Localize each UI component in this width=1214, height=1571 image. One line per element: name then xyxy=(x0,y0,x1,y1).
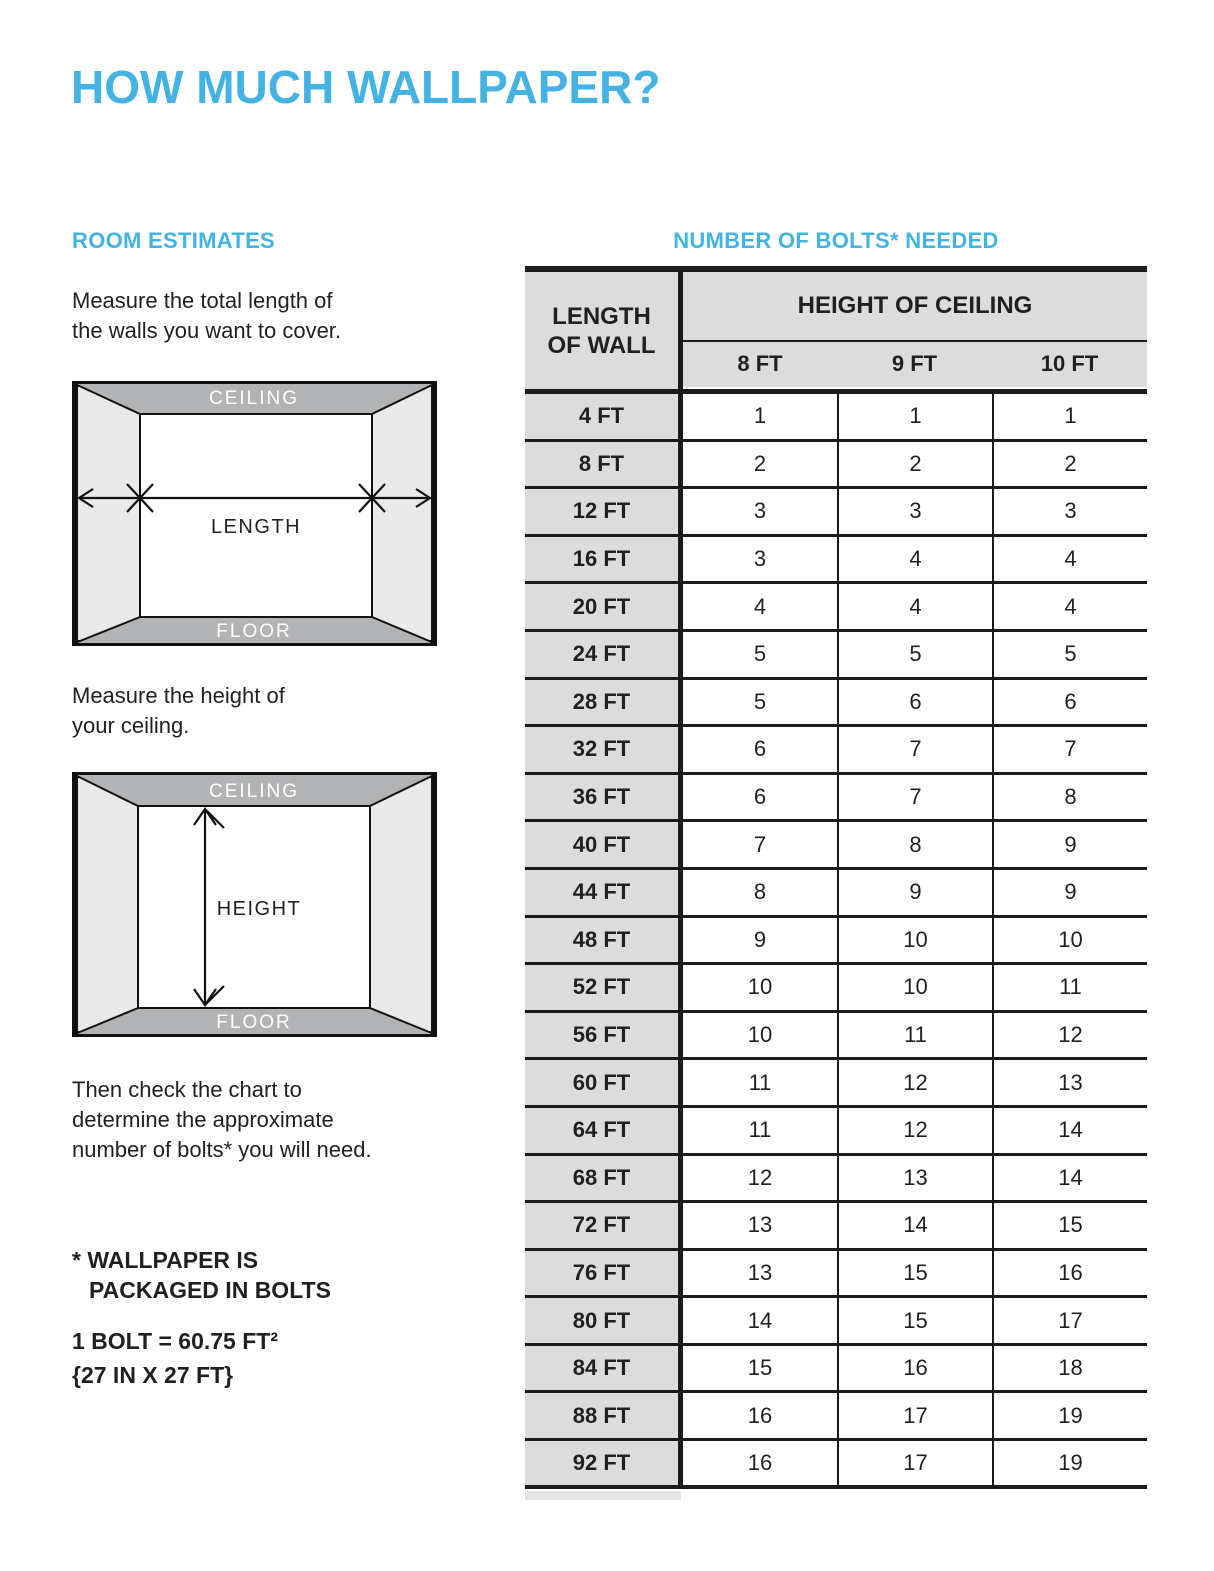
cell-8ft: 7 xyxy=(683,822,837,867)
cell-9ft: 9 xyxy=(837,870,992,915)
cell-10ft: 14 xyxy=(992,1156,1147,1201)
cell-10ft: 17 xyxy=(992,1298,1147,1343)
ceiling-subheaders xyxy=(683,342,1147,387)
row-label: 28 FT xyxy=(525,680,683,725)
cell-9ft: 14 xyxy=(837,1203,992,1248)
cell-9ft: 15 xyxy=(837,1298,992,1343)
row-label: 12 FT xyxy=(525,489,683,534)
table-row xyxy=(525,1441,1147,1489)
table-row xyxy=(525,727,1147,775)
table-row xyxy=(525,1251,1147,1299)
row-label: 40 FT xyxy=(525,822,683,867)
cell-10ft: 4 xyxy=(992,584,1147,629)
row-label: 76 FT xyxy=(525,1251,683,1296)
text-line: Measure the total length of xyxy=(72,288,333,313)
cell-10ft: 18 xyxy=(992,1346,1147,1391)
table-row xyxy=(525,1013,1147,1061)
cell-9ft: 7 xyxy=(837,727,992,772)
cell-10ft: 12 xyxy=(992,1013,1147,1058)
footnote-line: PACKAGED IN BOLTS xyxy=(89,1277,331,1303)
length-of-wall-header xyxy=(525,272,683,389)
room-estimates-heading: ROOM ESTIMATES xyxy=(72,228,276,253)
cell-8ft: 5 xyxy=(683,632,837,677)
cell-8ft: 11 xyxy=(683,1060,837,1105)
row-label: 8 FT xyxy=(525,442,683,487)
cell-9ft: 2 xyxy=(837,442,992,487)
table-row xyxy=(525,537,1147,585)
table-bottom-stub xyxy=(525,1491,681,1500)
cell-8ft: 3 xyxy=(683,537,837,582)
ceiling-label: CEILING xyxy=(208,388,300,409)
row-label: 4 FT xyxy=(525,394,683,439)
table-row xyxy=(525,1393,1147,1441)
footnote-line: * WALLPAPER IS xyxy=(72,1247,259,1273)
table-row xyxy=(525,918,1147,966)
table-row xyxy=(525,584,1147,632)
cell-8ft: 15 xyxy=(683,1346,837,1391)
text-line: Measure the height of xyxy=(72,683,285,708)
cell-8ft: 12 xyxy=(683,1156,837,1201)
table-row xyxy=(525,1108,1147,1156)
cell-9ft: 11 xyxy=(837,1013,992,1058)
cell-9ft: 10 xyxy=(837,918,992,963)
row-label: 16 FT xyxy=(525,537,683,582)
cell-9ft: 10 xyxy=(837,965,992,1010)
table-row xyxy=(525,965,1147,1013)
cell-9ft: 15 xyxy=(837,1251,992,1296)
row-label: 92 FT xyxy=(525,1441,683,1485)
ceiling-label: CEILING xyxy=(208,781,300,802)
table-row xyxy=(525,1060,1147,1108)
cell-9ft: 5 xyxy=(837,632,992,677)
col-header-9ft: 9 FT xyxy=(891,351,938,377)
bolts-table xyxy=(525,266,1147,1489)
room-height-diagram xyxy=(72,772,437,1037)
cell-10ft: 9 xyxy=(992,870,1147,915)
text-line: Then check the chart to xyxy=(72,1077,302,1102)
cell-8ft: 3 xyxy=(683,489,837,534)
cell-10ft: 5 xyxy=(992,632,1147,677)
cell-9ft: 12 xyxy=(837,1108,992,1153)
bolts-needed-heading: NUMBER OF BOLTS* NEEDED xyxy=(673,228,999,253)
cell-9ft: 13 xyxy=(837,1156,992,1201)
table-row xyxy=(525,870,1147,918)
cell-9ft: 4 xyxy=(837,584,992,629)
cell-10ft: 11 xyxy=(992,965,1147,1010)
cell-10ft: 13 xyxy=(992,1060,1147,1105)
wallpaper-bolts-footnote xyxy=(72,1245,331,1305)
cell-9ft: 4 xyxy=(837,537,992,582)
header-line: OF WALL xyxy=(547,331,656,359)
cell-10ft: 15 xyxy=(992,1203,1147,1248)
row-label: 88 FT xyxy=(525,1393,683,1438)
row-label: 60 FT xyxy=(525,1060,683,1105)
cell-10ft: 9 xyxy=(992,822,1147,867)
row-label: 32 FT xyxy=(525,727,683,772)
cell-8ft: 16 xyxy=(683,1393,837,1438)
bolt-equation: 1 BOLT = 60.75 FT² xyxy=(72,1328,278,1354)
col-header-10ft: 10 FT xyxy=(1040,351,1099,377)
cell-8ft: 13 xyxy=(683,1203,837,1248)
cell-9ft: 3 xyxy=(837,489,992,534)
cell-10ft: 8 xyxy=(992,775,1147,820)
cell-10ft: 7 xyxy=(992,727,1147,772)
table-row xyxy=(525,1346,1147,1394)
cell-9ft: 8 xyxy=(837,822,992,867)
instruction-check-chart xyxy=(72,1075,372,1165)
floor-label: FLOOR xyxy=(216,1012,292,1033)
cell-10ft: 19 xyxy=(992,1393,1147,1438)
text-line: your ceiling. xyxy=(72,713,190,738)
cell-8ft: 16 xyxy=(683,1441,837,1485)
cell-8ft: 4 xyxy=(683,584,837,629)
cell-8ft: 6 xyxy=(683,775,837,820)
col-header-8ft: 8 FT xyxy=(737,351,783,377)
height-label: HEIGHT xyxy=(216,898,302,920)
table-header xyxy=(525,272,1147,389)
cell-8ft: 10 xyxy=(683,1013,837,1058)
cell-9ft: 1 xyxy=(837,394,992,439)
cell-10ft: 4 xyxy=(992,537,1147,582)
text-line: number of bolts* you will need. xyxy=(72,1137,372,1162)
table-row xyxy=(525,489,1147,537)
bolt-size-info xyxy=(72,1324,278,1392)
table-row xyxy=(525,1203,1147,1251)
cell-9ft: 12 xyxy=(837,1060,992,1105)
cell-9ft: 7 xyxy=(837,775,992,820)
cell-8ft: 14 xyxy=(683,1298,837,1343)
table-body xyxy=(525,394,1147,1489)
row-label: 48 FT xyxy=(525,918,683,963)
row-label: 56 FT xyxy=(525,1013,683,1058)
row-label: 68 FT xyxy=(525,1156,683,1201)
row-label: 80 FT xyxy=(525,1298,683,1343)
text-line: the walls you want to cover. xyxy=(72,318,342,343)
instruction-measure-height xyxy=(72,681,285,741)
row-label: 84 FT xyxy=(525,1346,683,1391)
table-row xyxy=(525,632,1147,680)
table-row xyxy=(525,442,1147,490)
cell-8ft: 2 xyxy=(683,442,837,487)
row-label: 24 FT xyxy=(525,632,683,677)
cell-10ft: 1 xyxy=(992,394,1147,439)
row-label: 52 FT xyxy=(525,965,683,1010)
cell-10ft: 2 xyxy=(992,442,1147,487)
cell-8ft: 8 xyxy=(683,870,837,915)
cell-10ft: 16 xyxy=(992,1251,1147,1296)
table-row xyxy=(525,822,1147,870)
cell-10ft: 6 xyxy=(992,680,1147,725)
cell-8ft: 9 xyxy=(683,918,837,963)
header-line: LENGTH xyxy=(552,302,651,330)
row-label: 36 FT xyxy=(525,775,683,820)
length-label: LENGTH xyxy=(210,516,302,538)
page-title: HOW MUCH WALLPAPER? xyxy=(71,61,661,113)
cell-9ft: 17 xyxy=(837,1441,992,1485)
cell-10ft: 14 xyxy=(992,1108,1147,1153)
cell-10ft: 3 xyxy=(992,489,1147,534)
table-row xyxy=(525,394,1147,442)
table-row xyxy=(525,1298,1147,1346)
cell-9ft: 17 xyxy=(837,1393,992,1438)
cell-8ft: 13 xyxy=(683,1251,837,1296)
row-label: 72 FT xyxy=(525,1203,683,1248)
cell-8ft: 6 xyxy=(683,727,837,772)
row-label: 44 FT xyxy=(525,870,683,915)
instruction-measure-length xyxy=(72,286,341,346)
cell-9ft: 16 xyxy=(837,1346,992,1391)
floor-label: FLOOR xyxy=(216,621,292,642)
row-label: 64 FT xyxy=(525,1108,683,1153)
height-of-ceiling-header: HEIGHT OF CEILING xyxy=(683,272,1147,342)
cell-9ft: 6 xyxy=(837,680,992,725)
ceiling-header-group xyxy=(683,272,1147,389)
cell-10ft: 10 xyxy=(992,918,1147,963)
cell-8ft: 5 xyxy=(683,680,837,725)
cell-10ft: 19 xyxy=(992,1441,1147,1485)
table-row xyxy=(525,680,1147,728)
room-length-diagram xyxy=(72,381,437,646)
cell-8ft: 1 xyxy=(683,394,837,439)
bolt-dimensions: {27 IN X 27 FT} xyxy=(72,1362,234,1388)
text-line: determine the approximate xyxy=(72,1107,334,1132)
table-row xyxy=(525,775,1147,823)
cell-8ft: 11 xyxy=(683,1108,837,1153)
cell-8ft: 10 xyxy=(683,965,837,1010)
table-row xyxy=(525,1156,1147,1204)
row-label: 20 FT xyxy=(525,584,683,629)
